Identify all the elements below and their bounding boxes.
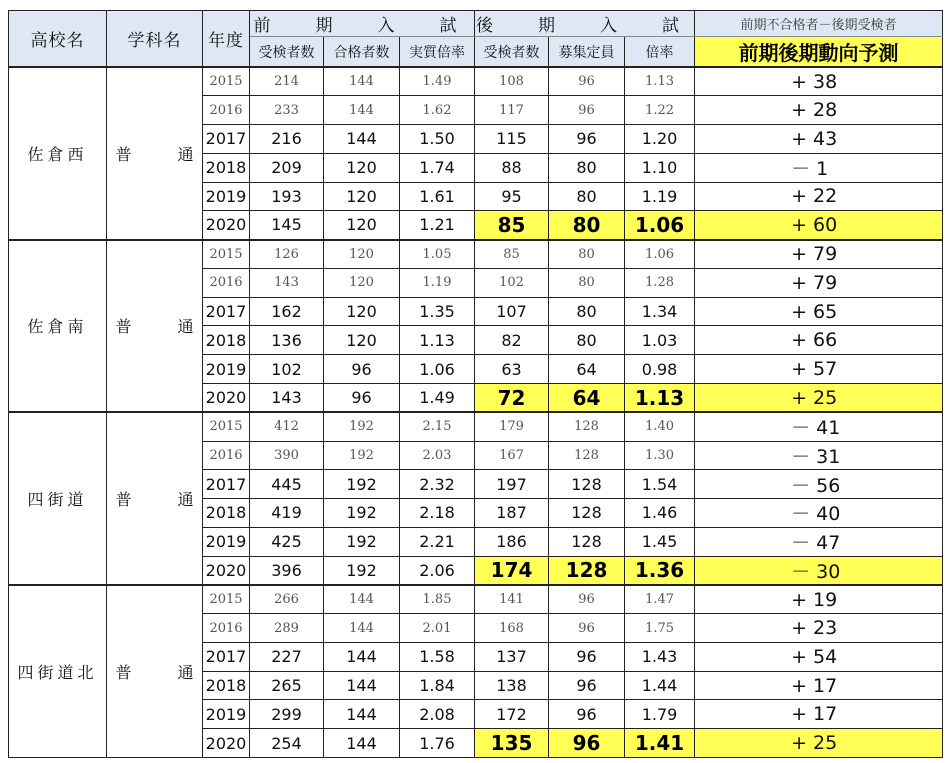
prediction-cell: － 30 <box>695 556 943 585</box>
kouki-applicants-cell: 117 <box>475 96 549 125</box>
zenki-passed-cell: 96 <box>324 355 400 384</box>
prediction-cell: + 79 <box>695 268 943 297</box>
school-group <box>9 240 943 413</box>
dept-cell <box>107 240 203 413</box>
zenki-passed-cell: 120 <box>324 211 400 240</box>
year-cell: 2019 <box>203 700 250 729</box>
zenki-ratio-cell: 1.85 <box>400 585 475 614</box>
prediction-cell: － 31 <box>695 441 943 470</box>
zenki-ratio-cell: 1.05 <box>400 240 475 269</box>
zenki-ratio-cell: 1.21 <box>400 211 475 240</box>
prediction-cell: + 66 <box>695 326 943 355</box>
year-cell: 2015 <box>203 412 250 441</box>
zenki-passed-cell: 144 <box>324 700 400 729</box>
zenki-applicants-cell: 396 <box>250 556 324 585</box>
year-cell: 2018 <box>203 153 250 182</box>
prediction-cell: － 56 <box>695 470 943 499</box>
header-zenki-applicants: 受検者数 <box>250 37 324 68</box>
zenki-passed-cell: 120 <box>324 297 400 326</box>
header-note: 前期不合格者－後期受検者 <box>695 11 943 37</box>
zenki-applicants-cell: 102 <box>250 355 324 384</box>
year-cell: 2019 <box>203 182 250 211</box>
zenki-applicants-cell: 136 <box>250 326 324 355</box>
zenki-ratio-cell: 1.76 <box>400 729 475 758</box>
zenki-ratio-cell: 2.15 <box>400 412 475 441</box>
header-zenki-passed: 合格者数 <box>324 37 400 68</box>
year-cell: 2016 <box>203 268 250 297</box>
kouki-ratio-cell: 1.13 <box>625 383 695 412</box>
dept-cell <box>107 412 203 585</box>
prediction-cell: + 43 <box>695 125 943 154</box>
zenki-ratio-cell: 1.49 <box>400 383 475 412</box>
kouki-applicants-cell: 186 <box>475 527 549 556</box>
zenki-ratio-cell: 2.03 <box>400 441 475 470</box>
zenki-passed-cell: 120 <box>324 240 400 269</box>
kouki-quota-cell: 96 <box>549 96 625 125</box>
kouki-quota-cell: 80 <box>549 182 625 211</box>
kouki-applicants-cell: 102 <box>475 268 549 297</box>
year-cell: 2016 <box>203 614 250 643</box>
school-name: 四街道北 <box>9 585 107 758</box>
prediction-cell: + 23 <box>695 614 943 643</box>
prediction-cell: + 17 <box>695 700 943 729</box>
table-row <box>9 585 943 614</box>
kouki-ratio-cell: 1.75 <box>625 614 695 643</box>
prediction-cell: + 79 <box>695 240 943 269</box>
zenki-passed-cell: 96 <box>324 383 400 412</box>
prediction-cell: + 19 <box>695 585 943 614</box>
kouki-ratio-cell: 1.13 <box>625 67 695 96</box>
prediction-cell: + 25 <box>695 729 943 758</box>
zenki-passed-cell: 120 <box>324 153 400 182</box>
kouki-ratio-cell: 1.22 <box>625 96 695 125</box>
zenki-passed-cell: 120 <box>324 326 400 355</box>
year-cell: 2019 <box>203 355 250 384</box>
kouki-ratio-cell: 1.54 <box>625 470 695 499</box>
zenki-passed-cell: 144 <box>324 585 400 614</box>
table-row <box>9 240 943 269</box>
zenki-passed-cell: 144 <box>324 614 400 643</box>
zenki-ratio-cell: 1.84 <box>400 671 475 700</box>
zenki-ratio-cell: 2.06 <box>400 556 475 585</box>
dept-cell <box>107 67 203 240</box>
kouki-quota-cell: 80 <box>549 240 625 269</box>
zenki-ratio-cell: 1.13 <box>400 326 475 355</box>
zenki-passed-cell: 192 <box>324 470 400 499</box>
kouki-applicants-cell: 107 <box>475 297 549 326</box>
zenki-passed-cell: 192 <box>324 441 400 470</box>
zenki-applicants-cell: 143 <box>250 268 324 297</box>
kouki-ratio-cell: 1.79 <box>625 700 695 729</box>
zenki-passed-cell: 192 <box>324 499 400 528</box>
zenki-passed-cell: 192 <box>324 527 400 556</box>
kouki-quota-cell: 96 <box>549 614 625 643</box>
zenki-applicants-cell: 143 <box>250 383 324 412</box>
zenki-applicants-cell: 299 <box>250 700 324 729</box>
zenki-passed-cell: 144 <box>324 729 400 758</box>
year-cell: 2018 <box>203 671 250 700</box>
dept-name: 普 通 <box>115 662 194 682</box>
prediction-cell: + 54 <box>695 642 943 671</box>
table-row <box>9 67 943 96</box>
year-cell: 2020 <box>203 729 250 758</box>
year-cell: 2017 <box>203 297 250 326</box>
year-cell: 2020 <box>203 211 250 240</box>
dept-name: 普 通 <box>115 317 194 337</box>
zenki-passed-cell: 192 <box>324 556 400 585</box>
zenki-ratio-cell: 1.35 <box>400 297 475 326</box>
kouki-quota-cell: 64 <box>549 355 625 384</box>
year-cell: 2015 <box>203 240 250 269</box>
kouki-quota-cell: 64 <box>549 383 625 412</box>
kouki-ratio-cell: 1.06 <box>625 240 695 269</box>
school-name: 佐倉西 <box>9 67 107 240</box>
kouki-quota-cell: 96 <box>549 67 625 96</box>
zenki-applicants-cell: 419 <box>250 499 324 528</box>
prediction-cell: － 47 <box>695 527 943 556</box>
kouki-ratio-cell: 1.47 <box>625 585 695 614</box>
header-kouki-quota: 募集定員 <box>549 37 625 68</box>
kouki-applicants-cell: 85 <box>475 240 549 269</box>
prediction-cell: + 65 <box>695 297 943 326</box>
dept-cell <box>107 585 203 758</box>
kouki-applicants-cell: 88 <box>475 153 549 182</box>
school-name: 四街道 <box>9 412 107 585</box>
header-prediction: 前期後期動向予測 <box>695 37 943 68</box>
prediction-cell: + 57 <box>695 355 943 384</box>
zenki-ratio-cell: 1.61 <box>400 182 475 211</box>
zenki-ratio-cell: 2.18 <box>400 499 475 528</box>
kouki-applicants-cell: 197 <box>475 470 549 499</box>
kouki-quota-cell: 80 <box>549 211 625 240</box>
kouki-applicants-cell: 174 <box>475 556 549 585</box>
zenki-applicants-cell: 126 <box>250 240 324 269</box>
header-dept: 学科名 <box>107 11 203 68</box>
prediction-cell: + 22 <box>695 182 943 211</box>
kouki-ratio-cell: 1.40 <box>625 412 695 441</box>
kouki-ratio-cell: 1.19 <box>625 182 695 211</box>
year-cell: 2015 <box>203 67 250 96</box>
kouki-quota-cell: 96 <box>549 642 625 671</box>
zenki-ratio-cell: 2.01 <box>400 614 475 643</box>
header-kouki-applicants: 受検者数 <box>475 37 549 68</box>
year-cell: 2016 <box>203 441 250 470</box>
zenki-passed-cell: 120 <box>324 268 400 297</box>
kouki-applicants-cell: 82 <box>475 326 549 355</box>
kouki-quota-cell: 128 <box>549 499 625 528</box>
zenki-passed-cell: 144 <box>324 96 400 125</box>
zenki-passed-cell: 144 <box>324 671 400 700</box>
year-cell: 2020 <box>203 383 250 412</box>
zenki-ratio-cell: 1.06 <box>400 355 475 384</box>
header-school: 高校名 <box>9 11 107 68</box>
kouki-applicants-cell: 108 <box>475 67 549 96</box>
table-row <box>9 412 943 441</box>
admissions-table <box>8 10 943 758</box>
zenki-ratio-cell: 1.50 <box>400 125 475 154</box>
zenki-ratio-cell: 2.32 <box>400 470 475 499</box>
prediction-cell: + 17 <box>695 671 943 700</box>
kouki-applicants-cell: 85 <box>475 211 549 240</box>
zenki-passed-cell: 120 <box>324 182 400 211</box>
prediction-cell: － 41 <box>695 412 943 441</box>
kouki-applicants-cell: 135 <box>475 729 549 758</box>
zenki-applicants-cell: 209 <box>250 153 324 182</box>
kouki-ratio-cell: 1.41 <box>625 729 695 758</box>
zenki-ratio-cell: 2.08 <box>400 700 475 729</box>
zenki-applicants-cell: 216 <box>250 125 324 154</box>
prediction-cell: + 38 <box>695 67 943 96</box>
kouki-quota-cell: 96 <box>549 125 625 154</box>
zenki-applicants-cell: 227 <box>250 642 324 671</box>
kouki-ratio-cell: 1.20 <box>625 125 695 154</box>
zenki-passed-cell: 144 <box>324 125 400 154</box>
header-zenki-ratio: 実質倍率 <box>400 37 475 68</box>
kouki-applicants-cell: 187 <box>475 499 549 528</box>
kouki-ratio-cell: 1.43 <box>625 642 695 671</box>
kouki-applicants-cell: 63 <box>475 355 549 384</box>
zenki-applicants-cell: 266 <box>250 585 324 614</box>
year-cell: 2020 <box>203 556 250 585</box>
header-kouki-ratio: 倍率 <box>625 37 695 68</box>
prediction-cell: + 60 <box>695 211 943 240</box>
zenki-applicants-cell: 254 <box>250 729 324 758</box>
kouki-quota-cell: 128 <box>549 412 625 441</box>
header-kouki: 後 期 入 試 <box>475 11 695 37</box>
kouki-quota-cell: 128 <box>549 556 625 585</box>
kouki-applicants-cell: 141 <box>475 585 549 614</box>
kouki-quota-cell: 80 <box>549 326 625 355</box>
kouki-applicants-cell: 137 <box>475 642 549 671</box>
zenki-ratio-cell: 1.49 <box>400 67 475 96</box>
kouki-ratio-cell: 1.44 <box>625 671 695 700</box>
prediction-cell: + 28 <box>695 96 943 125</box>
zenki-applicants-cell: 425 <box>250 527 324 556</box>
kouki-applicants-cell: 72 <box>475 383 549 412</box>
zenki-applicants-cell: 193 <box>250 182 324 211</box>
kouki-quota-cell: 96 <box>549 729 625 758</box>
zenki-passed-cell: 144 <box>324 642 400 671</box>
kouki-applicants-cell: 138 <box>475 671 549 700</box>
year-cell: 2018 <box>203 499 250 528</box>
kouki-quota-cell: 80 <box>549 297 625 326</box>
kouki-ratio-cell: 1.03 <box>625 326 695 355</box>
zenki-ratio-cell: 2.21 <box>400 527 475 556</box>
school-group <box>9 412 943 585</box>
zenki-ratio-cell: 1.74 <box>400 153 475 182</box>
year-cell: 2019 <box>203 527 250 556</box>
header-year: 年度 <box>203 11 250 68</box>
kouki-quota-cell: 128 <box>549 527 625 556</box>
prediction-cell: － 40 <box>695 499 943 528</box>
zenki-passed-cell: 192 <box>324 412 400 441</box>
zenki-passed-cell: 144 <box>324 67 400 96</box>
zenki-applicants-cell: 214 <box>250 67 324 96</box>
year-cell: 2018 <box>203 326 250 355</box>
kouki-ratio-cell: 1.45 <box>625 527 695 556</box>
kouki-quota-cell: 80 <box>549 268 625 297</box>
zenki-applicants-cell: 162 <box>250 297 324 326</box>
kouki-applicants-cell: 115 <box>475 125 549 154</box>
zenki-applicants-cell: 233 <box>250 96 324 125</box>
dept-name: 普 通 <box>115 490 194 510</box>
kouki-quota-cell: 96 <box>549 585 625 614</box>
zenki-ratio-cell: 1.19 <box>400 268 475 297</box>
year-cell: 2017 <box>203 642 250 671</box>
kouki-ratio-cell: 1.30 <box>625 441 695 470</box>
zenki-ratio-cell: 1.62 <box>400 96 475 125</box>
school-group <box>9 585 943 758</box>
kouki-quota-cell: 128 <box>549 441 625 470</box>
kouki-ratio-cell: 1.36 <box>625 556 695 585</box>
kouki-ratio-cell: 1.34 <box>625 297 695 326</box>
kouki-applicants-cell: 172 <box>475 700 549 729</box>
kouki-applicants-cell: 167 <box>475 441 549 470</box>
kouki-ratio-cell: 1.46 <box>625 499 695 528</box>
header-zenki: 前 期 入 試 <box>250 11 475 37</box>
kouki-quota-cell: 128 <box>549 470 625 499</box>
kouki-ratio-cell: 1.28 <box>625 268 695 297</box>
kouki-quota-cell: 80 <box>549 153 625 182</box>
kouki-ratio-cell: 1.10 <box>625 153 695 182</box>
zenki-applicants-cell: 265 <box>250 671 324 700</box>
kouki-ratio-cell: 1.06 <box>625 211 695 240</box>
kouki-applicants-cell: 95 <box>475 182 549 211</box>
kouki-ratio-cell: 0.98 <box>625 355 695 384</box>
prediction-cell: + 25 <box>695 383 943 412</box>
school-group <box>9 67 943 240</box>
year-cell: 2017 <box>203 125 250 154</box>
year-cell: 2017 <box>203 470 250 499</box>
kouki-quota-cell: 96 <box>549 700 625 729</box>
year-cell: 2015 <box>203 585 250 614</box>
kouki-applicants-cell: 168 <box>475 614 549 643</box>
zenki-applicants-cell: 145 <box>250 211 324 240</box>
school-name: 佐倉南 <box>9 240 107 413</box>
dept-name: 普 通 <box>115 144 194 164</box>
prediction-cell: － 1 <box>695 153 943 182</box>
zenki-applicants-cell: 390 <box>250 441 324 470</box>
kouki-quota-cell: 96 <box>549 671 625 700</box>
year-cell: 2016 <box>203 96 250 125</box>
zenki-applicants-cell: 412 <box>250 412 324 441</box>
zenki-applicants-cell: 289 <box>250 614 324 643</box>
zenki-ratio-cell: 1.58 <box>400 642 475 671</box>
kouki-applicants-cell: 179 <box>475 412 549 441</box>
zenki-applicants-cell: 445 <box>250 470 324 499</box>
